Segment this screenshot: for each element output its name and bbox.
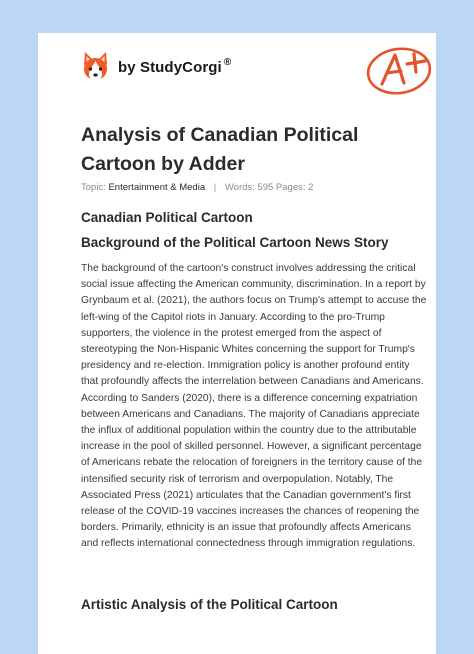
subsection-heading: Background of the Political Cartoon News Story <box>81 235 389 250</box>
topic-label: Topic: <box>81 182 106 193</box>
brand-name-text: by StudyCorgi <box>118 58 222 76</box>
a-plus-icon <box>364 42 436 96</box>
studycorgi-logo[interactable] <box>82 51 231 82</box>
topic-link[interactable]: Entertainment & Media <box>108 182 206 193</box>
brand-name <box>118 58 231 76</box>
document-title: Analysis of Canadian Political Cartoon by Adder <box>81 124 359 175</box>
document-meta <box>81 182 313 193</box>
document-page <box>38 33 436 654</box>
words-label: Words: <box>224 182 255 193</box>
section-heading: Canadian Political Cartoon <box>81 210 253 225</box>
pages-label: Pages: <box>275 182 306 193</box>
corgi-icon <box>82 51 109 82</box>
body-paragraph: The background of the cartoon's construct involves addressing the critical social issue affecting the American community, discrimination. In a report by Grynbaum et al. (2021), the authors focus on Trump's attempt to accuse the left-wing of the Capitol riots in January. According to the pro-Trump supporters, the violence in the protest emerged from the aspect of stereotyping the Non-Hispanic Whites concerning the support for Trump's presidency and re-election. Immigration policy is another profound entity that profoundly affects the interrelation between Canadians and Americans. According to Sanders (2020), there is a difference concerning expatriation between Americans and Canadians. The majority of Canadians appreciate the influx of additional population within the country due to the attributable increase in the pool of skilled personnel. However, a significant percentage of Americans rebate the relocation of foreigners in the territory cause of the intensified security risk of terrorism and overpopulation. Notably, The Associated Press (2021) articulates that the Canadian government's first release of the COVID-19 vaccines increases the chances of reopening the borders. Primarily, ethnicity is an issue that profoundly affects Americans and reflects international connectedness through immigration regulations. <box>81 263 427 550</box>
meta-separator: | <box>213 182 217 193</box>
registered-mark: ® <box>223 56 232 68</box>
next-section-heading: Artistic Analysis of the Political Cartoon <box>81 597 338 612</box>
pages-count: 2 <box>308 182 314 193</box>
words-count: 595 <box>257 182 274 193</box>
